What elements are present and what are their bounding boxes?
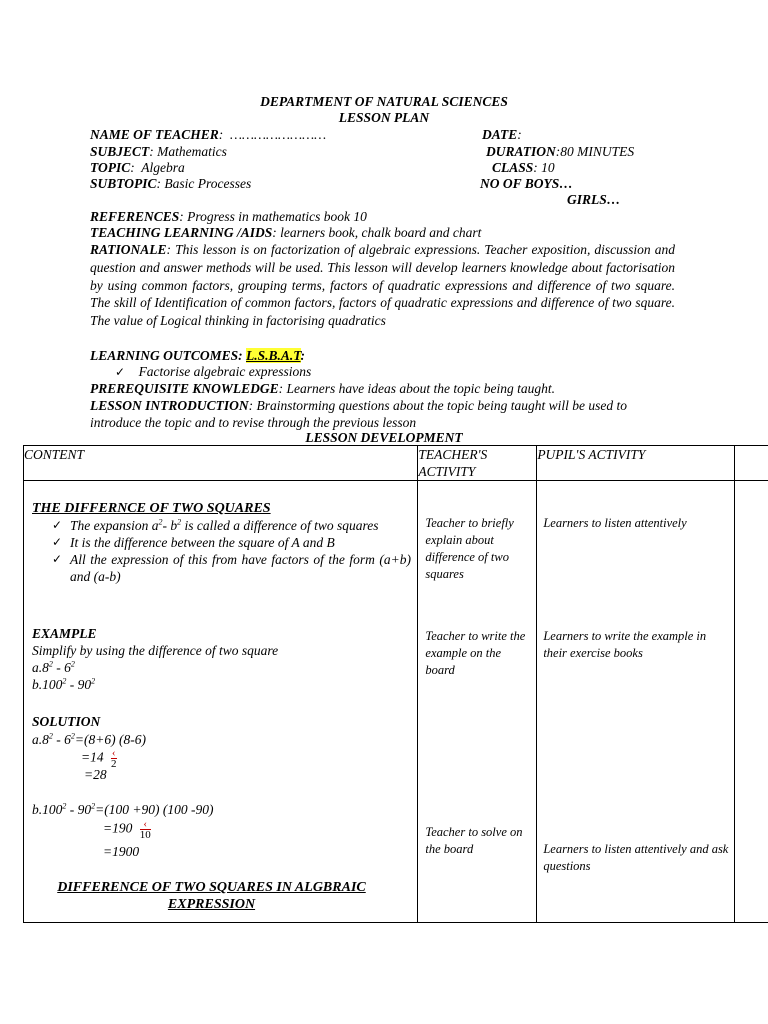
references-label: REFERENCES — [90, 209, 180, 224]
topic-label: TOPIC — [90, 160, 131, 175]
content-cell — [24, 481, 418, 923]
sup-ex-a2: 2 — [70, 659, 75, 669]
pupil-activity-header — [537, 446, 735, 481]
subtopic-value: Basic Processes — [164, 176, 252, 191]
outcomes-label: LEARNING OUTCOMES: — [90, 348, 243, 363]
department-title: DEPARTMENT OF NATURAL SCIENCES — [260, 94, 508, 109]
sol-b-part1: b.100 — [32, 802, 63, 817]
teacher-header-text: TEACHER'S ACTIVITY — [418, 447, 488, 479]
sup-sol-b1: 2 — [62, 801, 67, 811]
rationale-text: This lesson is on factorization of algebraic expressions. Teacher exposition, discussion and question and answer methods will be used. This lesson will develop learners knowledge about factorisation by using common factors, grouping terms, factors of quadratic expressions and difference of two square. The skill of Identification of common factors, factors of quadratic expressions and difference of two square. The value of Logical thinking in factorising quadratics — [90, 242, 675, 329]
pupil-activity-1: Learners to listen attentively — [543, 516, 687, 530]
rationale-paragraph: RATIONALE: This lesson is on factorization of algebraic expressions. Teacher exposition, discussion and question and answer methods will be used. This lesson will develop learners knowledge about factorisation by using common factors, grouping terms, factors of quadratic expressions and difference of two square. The skill of Identification of common factors, factors of quadratic expressions and difference of two square. The value of Logical thinking in factorising quadratics — [90, 242, 675, 329]
sup-ex-b1: 2 — [62, 676, 67, 686]
aids-value: learners book, chalk board and chart — [280, 225, 482, 240]
sup-sol-a2: 2 — [70, 731, 75, 741]
duration-row: DURATION:80 MINUTES — [486, 144, 635, 159]
teacher-activity-cell — [418, 481, 537, 923]
check-icon: ✓ — [115, 365, 126, 379]
example-a-part1: a.8 — [32, 660, 49, 675]
girls-label: GIRLS… — [567, 192, 621, 207]
bullet1-part-a: The expansion a — [70, 518, 159, 533]
extra-header-cell — [735, 446, 768, 481]
subject-label: SUBJECT — [90, 144, 150, 159]
handwritten-mark-10: $\frac{‹}{10}$ — [139, 818, 151, 841]
sup-sol-a1: 2 — [48, 731, 53, 741]
introduction-value: Brainstorming questions about the topic being taught will be used to introduce the topic and to revise through the previous lesson — [90, 398, 628, 430]
aids-label: TEACHING LEARNING /AIDS — [90, 225, 273, 240]
bullet-expansion — [54, 517, 411, 534]
content-header — [24, 446, 418, 481]
date-label: DATE — [482, 127, 518, 142]
topic-value: Algebra — [141, 160, 185, 175]
lesson-plan-title: LESSON PLAN — [338, 110, 430, 125]
extra-body-cell — [735, 481, 768, 923]
sup-a: 2 — [158, 517, 163, 527]
teacher-value: …………………… — [230, 127, 327, 142]
teacher-activity-1: Teacher to briefly explain about difference of two squares — [425, 516, 514, 581]
teacher-activity-3: Teacher to solve on the board — [425, 825, 523, 856]
date-row: DATE: — [482, 127, 522, 142]
outcomes-row — [90, 347, 305, 364]
example-text: Simplify by using the difference of two square — [32, 643, 279, 658]
pupil-header-text: PUPIL'S ACTIVITY — [537, 447, 646, 462]
handwritten-mark-2: $\frac{‹}{2}$ — [111, 747, 117, 770]
sup-b: 2 — [177, 517, 182, 527]
section2-title: DIFFERENCE OF TWO SQUARES IN ALGBRAIC EXPRESSION — [57, 880, 366, 912]
example-b-part2: - 90 — [66, 677, 92, 692]
lesson-development-title: LESSON DEVELOPMENT — [305, 430, 463, 445]
subtopic-row: SUBTOPIC: Basic Processes — [90, 176, 252, 191]
boys-label: NO OF BOYS… — [480, 176, 573, 191]
prerequisite-row: PREREQUISITE KNOWLEDGE: Learners have ideas about the topic being taught. — [90, 381, 556, 396]
example-b — [32, 676, 95, 693]
bullet-factors — [54, 551, 411, 585]
example-a — [32, 659, 75, 676]
pupil-activity-2: Learners to write the example in their exercise books — [543, 629, 707, 660]
prerequisite-value: Learners have ideas about the topic being taught. — [286, 381, 556, 396]
duration-label: DURATION — [486, 144, 556, 159]
solution-b — [32, 801, 213, 818]
solution-b-step1 — [103, 819, 151, 840]
references-row: REFERENCES: Progress in mathematics book 10 — [90, 209, 367, 224]
sol-a-part2: - 6 — [52, 732, 71, 747]
introduction-label: LESSON INTRODUCTION — [90, 398, 249, 413]
class-row: CLASS: 10 — [492, 160, 555, 175]
sol-b-part2: - 90 — [66, 802, 92, 817]
bullet3-text: All the expression of this from have factors of the form (a+b) and (a-b) — [70, 552, 411, 584]
lesson-development-table — [23, 445, 768, 923]
pupil-activity-3: Learners to listen attentively and ask questions — [543, 842, 729, 873]
table-header-row — [24, 446, 768, 481]
solution-a-step2: =28 — [84, 767, 107, 782]
topic-row: TOPIC: Algebra — [90, 160, 185, 175]
references-value: Progress in mathematics book 10 — [187, 209, 367, 224]
subject-value: Mathematics — [157, 144, 227, 159]
sol-a-part3: =(8+6) (8-6) — [74, 732, 146, 747]
teacher-name-row: NAME OF TEACHER: …………………… — [90, 127, 327, 142]
section1-title: THE DIFFERNCE OF TWO SQUARES — [32, 501, 271, 516]
example-a-part2: - 6 — [52, 660, 71, 675]
outcomes-colon: : — [300, 348, 306, 363]
sol-a-step1-text: =14 — [81, 749, 107, 765]
class-label: CLASS — [492, 160, 534, 175]
teacher-activity-2: Teacher to write the example on the board — [425, 629, 526, 677]
bullet1-part-c: is called a difference of two squares — [181, 518, 379, 533]
solution-title: SOLUTION — [32, 714, 101, 729]
lsbat-highlight: L.S.B.A.T — [246, 348, 301, 363]
introduction-paragraph: LESSON INTRODUCTION: Brainstorming questions about the topic being taught will be used to introduce the topic and to revise through the previous lesson — [90, 398, 628, 430]
rationale-label: RATIONALE — [90, 242, 167, 257]
class-value: 10 — [541, 160, 555, 175]
section1-bullets — [24, 517, 411, 585]
table-body-row — [24, 481, 768, 923]
sup-sol-b2: 2 — [91, 801, 96, 811]
sup-ex-b2: 2 — [91, 676, 96, 686]
sup-ex-a1: 2 — [48, 659, 53, 669]
outcome-item — [115, 363, 311, 381]
sol-b-part3: =(100 +90) (100 -90) — [95, 802, 214, 817]
solution-a — [32, 731, 146, 748]
pupil-activity-cell — [537, 481, 735, 923]
content-header-text: CONTENT — [24, 447, 85, 462]
duration-value: 80 MINUTES — [560, 144, 635, 159]
example-b-part1: b.100 — [32, 677, 63, 692]
subtopic-label: SUBTOPIC — [90, 176, 157, 191]
sol-a-part1: a.8 — [32, 732, 49, 747]
bullet-difference — [54, 534, 411, 551]
bullet1-part-b: - b — [162, 518, 178, 533]
aids-row: TEACHING LEARNING /AIDS: learners book, chalk board and chart — [90, 225, 482, 240]
subject-row: SUBJECT: Mathematics — [90, 144, 227, 159]
outcome-text: Factorise algebraic expressions — [138, 364, 312, 379]
bullet2-text: It is the difference between the square of A and B — [70, 535, 335, 550]
example-title: EXAMPLE — [32, 626, 97, 641]
solution-b-step2: =1900 — [103, 844, 140, 859]
prerequisite-label: PREREQUISITE KNOWLEDGE — [90, 381, 279, 396]
sol-b-step1-text: =190 — [103, 820, 136, 836]
teacher-activity-header — [418, 446, 537, 481]
teacher-label: NAME OF TEACHER — [90, 127, 219, 142]
